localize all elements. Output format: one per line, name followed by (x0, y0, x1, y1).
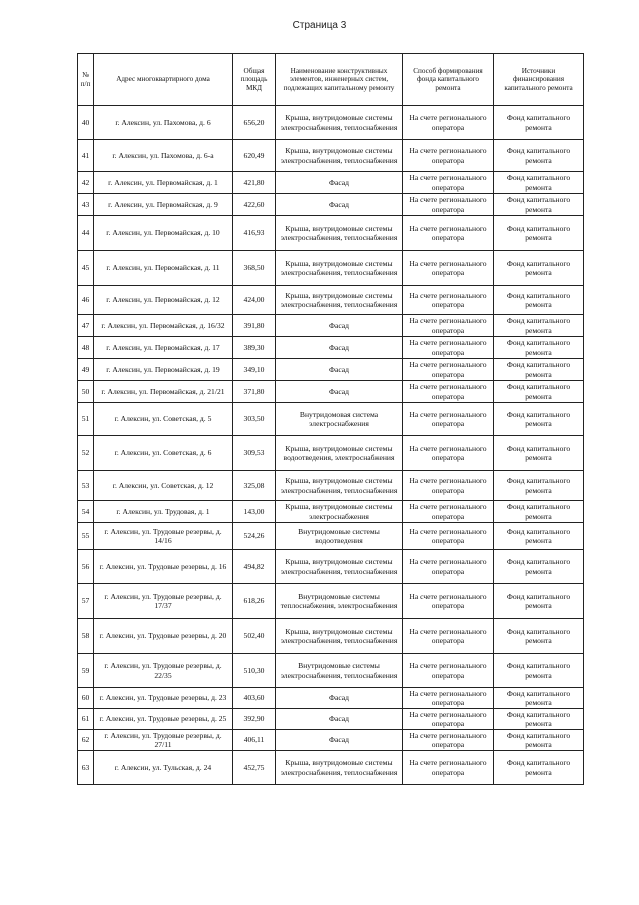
cell-method: На счете регионального оператора (403, 550, 494, 584)
cell-method: На счете регионального оператора (403, 337, 494, 359)
header-elements: Наименование конструктивных элементов, инженерных систем, подлежащих капитальному ремонту (276, 54, 403, 106)
table-row (78, 140, 584, 172)
cell-address: г. Алексин, ул. Первомайская, д. 17 (94, 337, 233, 359)
cell-source: Фонд капитального ремонта (494, 172, 584, 194)
table-row (78, 730, 584, 751)
cell-num: 41 (78, 140, 94, 172)
cell-address: г. Алексин, ул. Советская, д. 12 (94, 471, 233, 501)
cell-source: Фонд капитального ремонта (494, 381, 584, 403)
table-row (78, 751, 584, 785)
cell-area: 620,49 (233, 140, 276, 172)
cell-elements: Крыша, внутридомовые системы электроснабжения, теплоснабжения (276, 140, 403, 172)
cell-source: Фонд капитального ремонта (494, 194, 584, 216)
cell-address: г. Алексин, ул. Первомайская, д. 1 (94, 172, 233, 194)
cell-address: г. Алексин, ул. Трудовые резервы, д. 27/11 (94, 730, 233, 751)
header-method: Способ формирования фонда капитального ремонта (403, 54, 494, 106)
cell-area: 406,11 (233, 730, 276, 751)
cell-address: г. Алексин, ул. Трудовые резервы, д. 23 (94, 688, 233, 709)
repair-program-table (77, 53, 584, 785)
cell-method: На счете регионального оператора (403, 403, 494, 436)
table-row (78, 172, 584, 194)
page-title: Страница 3 (292, 20, 347, 31)
cell-source: Фонд капитального ремонта (494, 688, 584, 709)
table-row (78, 106, 584, 140)
cell-area: 325,08 (233, 471, 276, 501)
table-body (78, 106, 584, 785)
cell-address: г. Алексин, ул. Трудовая, д. 1 (94, 501, 233, 523)
cell-source: Фонд капитального ремонта (494, 436, 584, 471)
cell-elements: Крыша, внутридомовые системы электроснабжения, теплоснабжения (276, 286, 403, 315)
cell-num: 47 (78, 315, 94, 337)
cell-num: 53 (78, 471, 94, 501)
cell-area: 618,26 (233, 584, 276, 619)
table-row (78, 359, 584, 381)
table-row (78, 709, 584, 730)
header-area: Общая площадь МКД (233, 54, 276, 106)
cell-address: г. Алексин, ул. Первомайская, д. 9 (94, 194, 233, 216)
cell-area: 371,80 (233, 381, 276, 403)
cell-elements: Внутридомовая система электроснабжения (276, 403, 403, 436)
cell-address: г. Алексин, ул. Первомайская, д. 21/21 (94, 381, 233, 403)
cell-area: 143,00 (233, 501, 276, 523)
cell-address: г. Алексин, ул. Трудовые резервы, д. 22/35 (94, 654, 233, 688)
cell-elements: Крыша, внутридомовые системы водоотведения, электроснабжения (276, 436, 403, 471)
cell-address: г. Алексин, ул. Пахомова, д. 6 (94, 106, 233, 140)
cell-num: 62 (78, 730, 94, 751)
cell-elements: Крыша, внутридомовые системы электроснабжения (276, 501, 403, 523)
cell-method: На счете регионального оператора (403, 619, 494, 654)
cell-address: г. Алексин, ул. Тульская, д. 24 (94, 751, 233, 785)
cell-method: На счете регионального оператора (403, 106, 494, 140)
cell-num: 49 (78, 359, 94, 381)
cell-method: На счете регионального оператора (403, 216, 494, 251)
cell-elements: Крыша, внутридомовые системы электроснабжения, теплоснабжения (276, 619, 403, 654)
cell-area: 510,30 (233, 654, 276, 688)
cell-elements: Фасад (276, 688, 403, 709)
cell-elements: Фасад (276, 315, 403, 337)
cell-elements: Фасад (276, 730, 403, 751)
cell-source: Фонд капитального ремонта (494, 403, 584, 436)
cell-source: Фонд капитального ремонта (494, 654, 584, 688)
cell-num: 44 (78, 216, 94, 251)
cell-num: 45 (78, 251, 94, 286)
cell-elements: Фасад (276, 359, 403, 381)
table-row (78, 471, 584, 501)
cell-elements: Крыша, внутридомовые системы электроснабжения, теплоснабжения (276, 251, 403, 286)
table-header (78, 54, 584, 106)
cell-area: 424,00 (233, 286, 276, 315)
cell-address: г. Алексин, ул. Трудовые резервы, д. 25 (94, 709, 233, 730)
header-address: Адрес многоквартирного дома (94, 54, 233, 106)
cell-num: 58 (78, 619, 94, 654)
cell-method: На счете регионального оператора (403, 381, 494, 403)
cell-elements: Фасад (276, 337, 403, 359)
cell-area: 421,80 (233, 172, 276, 194)
cell-elements: Крыша, внутридомовые системы электроснабжения, теплоснабжения (276, 106, 403, 140)
cell-num: 60 (78, 688, 94, 709)
cell-source: Фонд капитального ремонта (494, 286, 584, 315)
cell-method: На счете регионального оператора (403, 286, 494, 315)
cell-method: На счете регионального оператора (403, 751, 494, 785)
cell-method: На счете регионального оператора (403, 172, 494, 194)
cell-source: Фонд капитального ремонта (494, 523, 584, 550)
table-row (78, 216, 584, 251)
cell-elements: Внутридомовые системы водоотведения (276, 523, 403, 550)
cell-source: Фонд капитального ремонта (494, 140, 584, 172)
table-row (78, 194, 584, 216)
cell-area: 309,53 (233, 436, 276, 471)
cell-address: г. Алексин, ул. Первомайская, д. 19 (94, 359, 233, 381)
cell-num: 46 (78, 286, 94, 315)
cell-num: 59 (78, 654, 94, 688)
cell-address: г. Алексин, ул. Первомайская, д. 10 (94, 216, 233, 251)
cell-num: 50 (78, 381, 94, 403)
cell-area: 368,50 (233, 251, 276, 286)
cell-num: 63 (78, 751, 94, 785)
cell-area: 403,60 (233, 688, 276, 709)
cell-area: 349,10 (233, 359, 276, 381)
cell-num: 40 (78, 106, 94, 140)
cell-elements: Фасад (276, 381, 403, 403)
cell-area: 416,93 (233, 216, 276, 251)
cell-method: На счете регионального оператора (403, 251, 494, 286)
table-row (78, 337, 584, 359)
table-row (78, 403, 584, 436)
header-row (78, 54, 584, 106)
cell-area: 303,50 (233, 403, 276, 436)
cell-address: г. Алексин, ул. Первомайская, д. 12 (94, 286, 233, 315)
cell-source: Фонд капитального ремонта (494, 315, 584, 337)
table-row (78, 619, 584, 654)
cell-elements: Фасад (276, 194, 403, 216)
cell-address: г. Алексин, ул. Трудовые резервы, д. 16 (94, 550, 233, 584)
cell-address: г. Алексин, ул. Пахомова, д. 6-а (94, 140, 233, 172)
table-row (78, 550, 584, 584)
cell-source: Фонд капитального ремонта (494, 730, 584, 751)
cell-area: 502,40 (233, 619, 276, 654)
cell-num: 42 (78, 172, 94, 194)
cell-num: 51 (78, 403, 94, 436)
cell-source: Фонд капитального ремонта (494, 359, 584, 381)
cell-method: На счете регионального оператора (403, 709, 494, 730)
cell-method: На счете регионального оператора (403, 654, 494, 688)
cell-method: На счете регионального оператора (403, 471, 494, 501)
cell-elements: Внутридомовые системы теплоснабжения, электроснабжения (276, 584, 403, 619)
cell-address: г. Алексин, ул. Трудовые резервы, д. 20 (94, 619, 233, 654)
cell-num: 55 (78, 523, 94, 550)
cell-method: На счете регионального оператора (403, 584, 494, 619)
cell-method: На счете регионального оператора (403, 730, 494, 751)
cell-method: На счете регионального оператора (403, 194, 494, 216)
cell-elements: Фасад (276, 172, 403, 194)
cell-address: г. Алексин, ул. Трудовые резервы, д. 14/16 (94, 523, 233, 550)
cell-elements: Крыша, внутридомовые системы электроснабжения, теплоснабжения (276, 550, 403, 584)
cell-area: 494,82 (233, 550, 276, 584)
cell-num: 61 (78, 709, 94, 730)
cell-method: На счете регионального оператора (403, 315, 494, 337)
cell-source: Фонд капитального ремонта (494, 550, 584, 584)
cell-num: 52 (78, 436, 94, 471)
cell-area: 524,26 (233, 523, 276, 550)
cell-elements: Внутридомовые системы электроснабжения, теплоснабжения (276, 654, 403, 688)
cell-elements: Крыша, внутридомовые системы электроснабжения, теплоснабжения (276, 471, 403, 501)
cell-area: 391,80 (233, 315, 276, 337)
table-row (78, 436, 584, 471)
cell-elements: Фасад (276, 709, 403, 730)
cell-area: 422,60 (233, 194, 276, 216)
cell-num: 43 (78, 194, 94, 216)
header-num: № п/п (78, 54, 94, 106)
cell-method: На счете регионального оператора (403, 688, 494, 709)
cell-source: Фонд капитального ремонта (494, 584, 584, 619)
cell-source: Фонд капитального ремонта (494, 216, 584, 251)
cell-elements: Крыша, внутридомовые системы электроснабжения, теплоснабжения (276, 216, 403, 251)
table-row (78, 688, 584, 709)
header-source: Источники финансирования капитального ремонта (494, 54, 584, 106)
cell-source: Фонд капитального ремонта (494, 471, 584, 501)
table-row (78, 523, 584, 550)
cell-area: 656,20 (233, 106, 276, 140)
cell-method: На счете регионального оператора (403, 523, 494, 550)
cell-source: Фонд капитального ремонта (494, 709, 584, 730)
cell-area: 452,75 (233, 751, 276, 785)
cell-num: 48 (78, 337, 94, 359)
cell-num: 54 (78, 501, 94, 523)
cell-source: Фонд капитального ремонта (494, 106, 584, 140)
cell-source: Фонд капитального ремонта (494, 251, 584, 286)
table-row (78, 584, 584, 619)
table-row (78, 654, 584, 688)
table-row (78, 501, 584, 523)
cell-source: Фонд капитального ремонта (494, 501, 584, 523)
cell-area: 392,90 (233, 709, 276, 730)
table-row (78, 381, 584, 403)
cell-method: На счете регионального оператора (403, 501, 494, 523)
cell-address: г. Алексин, ул. Советская, д. 5 (94, 403, 233, 436)
cell-method: На счете регионального оператора (403, 359, 494, 381)
cell-area: 389,30 (233, 337, 276, 359)
cell-address: г. Алексин, ул. Первомайская, д. 11 (94, 251, 233, 286)
cell-source: Фонд капитального ремонта (494, 619, 584, 654)
cell-method: На счете регионального оператора (403, 140, 494, 172)
cell-source: Фонд капитального ремонта (494, 337, 584, 359)
cell-num: 56 (78, 550, 94, 584)
table-row (78, 315, 584, 337)
cell-source: Фонд капитального ремонта (494, 751, 584, 785)
cell-address: г. Алексин, ул. Первомайская, д. 16/32 (94, 315, 233, 337)
cell-method: На счете регионального оператора (403, 436, 494, 471)
cell-address: г. Алексин, ул. Советская, д. 6 (94, 436, 233, 471)
table-row (78, 251, 584, 286)
cell-num: 57 (78, 584, 94, 619)
cell-elements: Крыша, внутридомовые системы электроснабжения, теплоснабжения (276, 751, 403, 785)
table-row (78, 286, 584, 315)
cell-address: г. Алексин, ул. Трудовые резервы, д. 17/37 (94, 584, 233, 619)
